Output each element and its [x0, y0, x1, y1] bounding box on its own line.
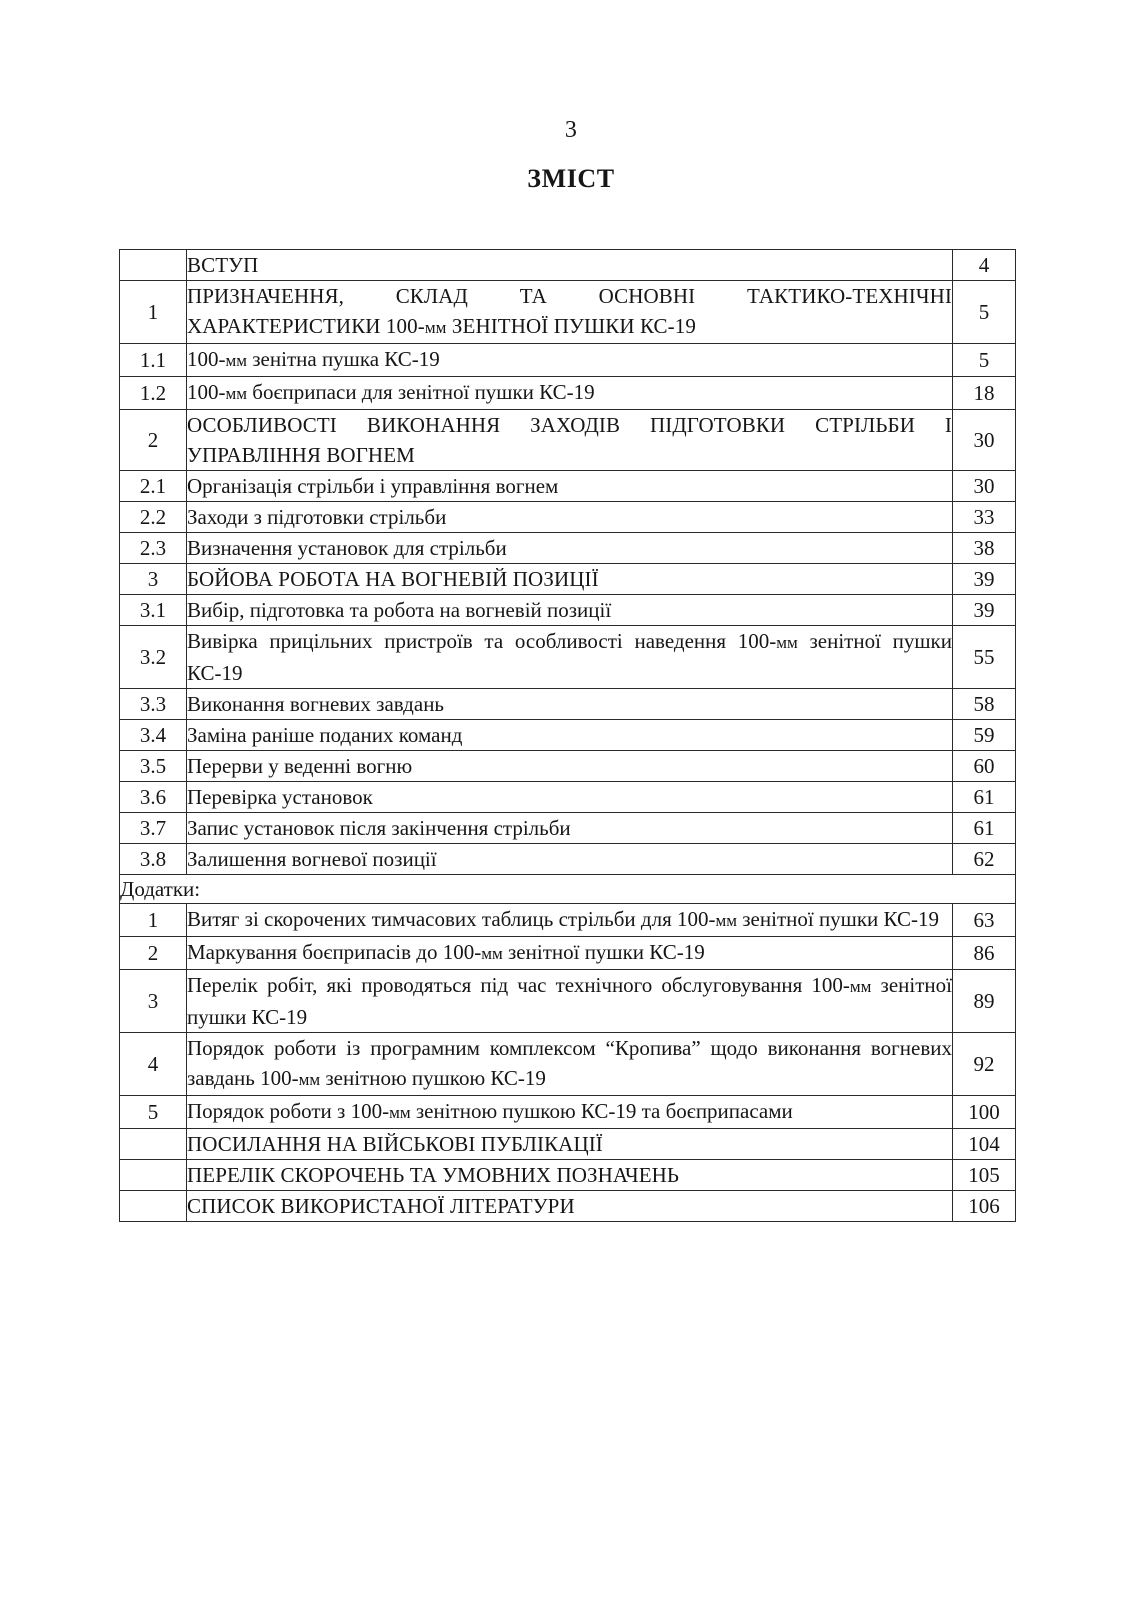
- caliber-unit: мм: [849, 977, 872, 996]
- toc-page-number: 63: [953, 904, 1016, 937]
- caliber-token: 100-мм: [187, 380, 248, 404]
- table-row: [120, 1096, 1016, 1129]
- toc-page-number: 106: [953, 1191, 1016, 1222]
- toc-number-cell: 3.3: [120, 689, 187, 720]
- toc-number-cell: 3.4: [120, 720, 187, 751]
- toc-page-number: 62: [953, 844, 1016, 875]
- toc-number-cell: 3.7: [120, 813, 187, 844]
- toc-table: [119, 249, 1016, 1222]
- toc-page-number: 5: [953, 281, 1016, 344]
- toc-entry-title[interactable]: Перелік робіт, які проводяться під час технічного обслуговування 100-мм зенітної пушки КС-19: [187, 970, 953, 1033]
- toc-page-number: 30: [953, 471, 1016, 502]
- caliber-token: 100-мм: [187, 347, 248, 371]
- toc-entry-title[interactable]: Залишення вогневої позиції: [187, 844, 953, 875]
- appendix-header-label: Додатки:: [120, 875, 1016, 904]
- table-row: [120, 1129, 1016, 1160]
- caliber-token: 100-мм: [811, 973, 872, 997]
- toc-number-cell: 3.1: [120, 595, 187, 626]
- caliber-unit: мм: [715, 911, 737, 930]
- table-row: [120, 250, 1016, 281]
- toc-entry-title[interactable]: СПИСОК ВИКОРИСТАНОЇ ЛІТЕРАТУРИ: [187, 1191, 953, 1222]
- toc-entry-title[interactable]: Перерви у веденні вогню: [187, 751, 953, 782]
- toc-page-number: 30: [953, 410, 1016, 471]
- toc-entry-title[interactable]: 100-мм боєприпаси для зенітної пушки КС-19: [187, 377, 953, 410]
- toc-entry-title[interactable]: Порядок роботи з 100-мм зенітною пушкою КС-19 та боєприпасами: [187, 1096, 953, 1129]
- toc-number-cell: 2.2: [120, 502, 187, 533]
- toc-entry-title[interactable]: Заміна раніше поданих команд: [187, 720, 953, 751]
- toc-entry-title[interactable]: Вибір, підготовка та робота на вогневій позиції: [187, 595, 953, 626]
- table-of-contents: [119, 249, 1015, 1222]
- toc-page-number: 104: [953, 1129, 1016, 1160]
- table-row: [120, 626, 1016, 689]
- table-row: [120, 937, 1016, 970]
- toc-page-number: 55: [953, 626, 1016, 689]
- toc-page-number: 39: [953, 595, 1016, 626]
- toc-number-cell: 3.2: [120, 626, 187, 689]
- table-row: [120, 377, 1016, 410]
- toc-entry-title[interactable]: ПЕРЕЛІК СКОРОЧЕНЬ ТА УМОВНИХ ПОЗНАЧЕНЬ: [187, 1160, 953, 1191]
- toc-page-number: 61: [953, 782, 1016, 813]
- page-number: 3: [564, 117, 578, 143]
- toc-page-number: 18: [953, 377, 1016, 410]
- toc-number-cell: [120, 1191, 187, 1222]
- table-row: [120, 564, 1016, 595]
- caliber-unit: мм: [298, 1070, 321, 1089]
- toc-number-cell: 3.5: [120, 751, 187, 782]
- caliber-token: 100-мм: [260, 1066, 321, 1090]
- toc-number-cell: 2: [120, 937, 187, 970]
- table-row: [120, 533, 1016, 564]
- toc-page-number: 60: [953, 751, 1016, 782]
- toc-entry-title[interactable]: Витяг зі скорочених тимчасових таблиць стрільби для 100-мм зенітної пушки КС-19: [187, 904, 953, 937]
- toc-page-number: 5: [953, 344, 1016, 377]
- toc-entry-title[interactable]: Порядок роботи із програмним комплексом “Кропива” щодо виконання вогневих завдань 100-мм зенітною пушкою КС-19: [187, 1033, 953, 1096]
- toc-number-cell: [120, 250, 187, 281]
- caliber-token: 100-мм: [676, 907, 737, 931]
- table-row: [120, 813, 1016, 844]
- toc-entry-title[interactable]: Заходи з підготовки стрільби: [187, 502, 953, 533]
- caliber-unit: мм: [424, 318, 447, 337]
- toc-entry-title[interactable]: ПОСИЛАННЯ НА ВІЙСЬКОВІ ПУБЛІКАЦІЇ: [187, 1129, 953, 1160]
- table-row: [120, 1191, 1016, 1222]
- table-row: [120, 471, 1016, 502]
- toc-entry-title[interactable]: ПРИЗНАЧЕННЯ, СКЛАД ТА ОСНОВНІ ТАКТИКО-ТЕХНІЧНІ ХАРАКТЕРИСТИКИ 100-мм ЗЕНІТНОЇ ПУШКИ КС-19: [187, 281, 953, 344]
- toc-body: [120, 250, 1016, 1222]
- toc-page-number: 4: [953, 250, 1016, 281]
- caliber-token: 100-мм: [350, 1099, 411, 1123]
- toc-entry-title[interactable]: 100-мм зенітна пушка КС-19: [187, 344, 953, 377]
- toc-entry-title[interactable]: Організація стрільби і управління вогнем: [187, 471, 953, 502]
- toc-page-number: 105: [953, 1160, 1016, 1191]
- table-row: [120, 1160, 1016, 1191]
- caliber-token: 100-мм: [737, 629, 798, 653]
- table-row: [120, 904, 1016, 937]
- toc-number-cell: 3: [120, 564, 187, 595]
- toc-entry-title[interactable]: Визначення установок для стрільби: [187, 533, 953, 564]
- toc-number-cell: 2.3: [120, 533, 187, 564]
- table-row: [120, 502, 1016, 533]
- table-row: [120, 344, 1016, 377]
- toc-page-number: 89: [953, 970, 1016, 1033]
- toc-number-cell: 3.6: [120, 782, 187, 813]
- toc-page-number: 92: [953, 1033, 1016, 1096]
- table-row: [120, 782, 1016, 813]
- toc-entry-title[interactable]: ВСТУП: [187, 250, 953, 281]
- page-title: ЗМІСТ: [527, 164, 615, 193]
- toc-page-number: 33: [953, 502, 1016, 533]
- caliber-unit: мм: [776, 633, 798, 652]
- toc-entry-title[interactable]: Виконання вогневих завдань: [187, 689, 953, 720]
- table-row: [120, 970, 1016, 1033]
- table-row: [120, 720, 1016, 751]
- toc-entry-title[interactable]: Перевірка установок: [187, 782, 953, 813]
- caliber-token: 100-мм: [442, 940, 503, 964]
- toc-number-cell: 1: [120, 281, 187, 344]
- toc-entry-title[interactable]: Маркування боєприпасів до 100-мм зенітної пушки КС-19: [187, 937, 953, 970]
- table-row: [120, 751, 1016, 782]
- toc-number-cell: [120, 1129, 187, 1160]
- caliber-unit: мм: [225, 384, 248, 403]
- toc-entry-title[interactable]: БОЙОВА РОБОТА НА ВОГНЕВІЙ ПОЗИЦІЇ: [187, 564, 953, 595]
- caliber-unit: мм: [481, 944, 503, 963]
- toc-number-cell: 3: [120, 970, 187, 1033]
- toc-page-number: 100: [953, 1096, 1016, 1129]
- table-row: [120, 844, 1016, 875]
- toc-number-cell: 2: [120, 410, 187, 471]
- toc-entry-title[interactable]: Запис установок після закінчення стрільби: [187, 813, 953, 844]
- table-row: [120, 281, 1016, 344]
- toc-page-number: 58: [953, 689, 1016, 720]
- toc-page-number: 61: [953, 813, 1016, 844]
- toc-number-cell: 4: [120, 1033, 187, 1096]
- caliber-unit: мм: [389, 1103, 411, 1122]
- caliber-unit: мм: [225, 351, 248, 370]
- toc-page-number: 39: [953, 564, 1016, 595]
- toc-number-cell: 2.1: [120, 471, 187, 502]
- toc-entry-title[interactable]: ОСОБЛИВОСТІ ВИКОНАННЯ ЗАХОДІВ ПІДГОТОВКИ СТРІЛЬБИ І УПРАВЛІННЯ ВОГНЕМ: [187, 410, 953, 471]
- toc-number-cell: 1.2: [120, 377, 187, 410]
- toc-number-cell: 5: [120, 1096, 187, 1129]
- table-row: [120, 410, 1016, 471]
- toc-page-number: 38: [953, 533, 1016, 564]
- toc-number-cell: 1: [120, 904, 187, 937]
- table-row: [120, 1033, 1016, 1096]
- toc-entry-title[interactable]: Вивірка прицільних пристроїв та особливості наведення 100-мм зенітної пушки КС-19: [187, 626, 953, 689]
- appendix-header-row: [120, 875, 1016, 904]
- table-row: [120, 595, 1016, 626]
- toc-number-cell: [120, 1160, 187, 1191]
- toc-page-number: 86: [953, 937, 1016, 970]
- caliber-token: 100-мм: [385, 314, 447, 338]
- table-row: [120, 689, 1016, 720]
- toc-number-cell: 3.8: [120, 844, 187, 875]
- toc-page-number: 59: [953, 720, 1016, 751]
- toc-number-cell: 1.1: [120, 344, 187, 377]
